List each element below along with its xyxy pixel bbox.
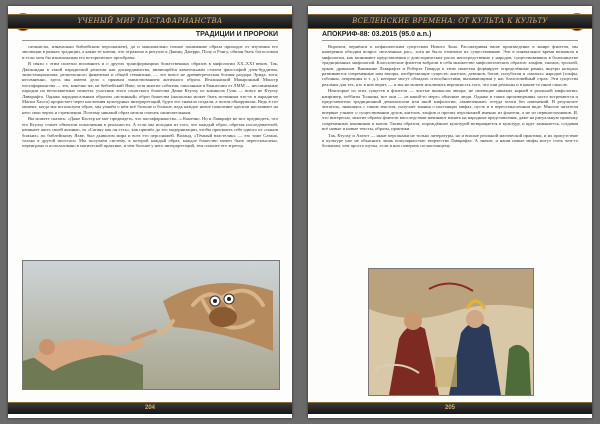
footer-band — [8, 402, 292, 414]
footer-band — [308, 402, 592, 414]
paragraph: В связи с этим полезно вспомнить и о других трансформациях божественных образов в мифологии XX–XXI веков. Так, Джокондия в такой парадигмой религии как дискордианства, являющейся язвительным стилем философий дзен-буддизма, экзистенциализма, религиозного фанатизма и общей семантики, — это вовсе не древнегреческая богиня раздора Эрида, хотя, несомненно, здесь мы имеем дело с прямым заимствованием античного образа. Итальянский Макаронный Монстр пастафарианства — это, конечно же, не библейский Яхве, хотя многие события, описанные в Евангелии от ЛММ — несомненные пародии на ветхозаветные сюжеты: участник этого сенатского божества Дюки Ктулху из комиксов Гуин — вовсе не Ктулху Лавкрафта. Однако парадоксальным образом «истинный» образ божества (насколько может быть истинным что-то в парадигме Магии Хаоса) прорастает через наслоения культурных интерпретаций, будто его сначала создали, а потом обнаружили. Ведь в тот момент, когда мы используем образ, мы узнаём о нём всё больше и больше, ведь каждое новое поколение адептов наслаивает на него свои черты и стремления. Поэтому никакой образ нельзя считать окончательным. — [22, 61, 278, 115]
creation-of-adam-parody-illustration — [22, 260, 280, 390]
paragraph: Некоторые из этих существ в фэнтези — чистые вымыслы автора, не имеющие никаких корней в реальной мифологии; например, хоббиты Толкина, все они — «в какой-то мере» обычные люди. Однако в таких произведениях часто встречаются и представители традиционной демонологии или иной мифологии, «вывезенные» оттуда почти без изменений. В результате читатель, знакомясь с таким текстом, получает знания о настоящих мифах, пусть и в переосмысленном виде. Многие читатели впервые узнают о существовании духов, ангелов, эльфов и прочих персонажей именно из фэнтези, а не из первоисточников. И, что интересно, многие образы фэнтези впоследствии начинают влиять на народные представления, даже на ритуальную практику современных язычников и магов. Таким образом, порождённое культурой возвращается в культуру, и круг замыкается, создавая всё новые и новые тексты, образы, практики. — [322, 88, 578, 132]
page-number: 205 — [444, 405, 455, 411]
left-page — [8, 6, 292, 418]
fantasy-painting-illustration — [368, 268, 534, 396]
running-header-title: ВСЕЛЕНСКИЕ ВРЕМЕНА: ОТ КУЛЬТА К КУЛЬТУ — [352, 17, 548, 25]
paragraph: Впрочем, вернёмся к нефилическим существам Нового Зона. Рассматривая ваше произведение в жанре фэнтези, мы намеренно обходим вопрос «вселенных рас», хотя не было отмечено их существование. Эти в изначальное время возникли в мифологии, как возникают представления о доисторических расах непосредственно у народов, существовавших в большинстве традиционных мифологий. Классические фэнтези вобрали в себя множество мифологических образов: эльфов, гномов, троллей, орков, драконов. Внимание Лавкрафта и Роберта Говарда к этим сюжетам формирует определённые рамки, внутри которых развиваются современные нам авторы, изобретающие существ: ангелов, демонов, богов, полубогов и «малых» народов (эльфы, гоблины, лепреконы и т. д.), которые могут обладать способностями, вызывающими у нас благоговейный страх. Эти существа реальны для тех, кто в них верит, — и мы не можем исключить вероятность того, что они реальны и в каком-то ином смысле. — [322, 44, 578, 87]
paragraph: Так, Ктулху и Азатот — ныне персонажи не только литературы, но и вполне реальной магической практики, и их присутствие в культуре уже не объяснить лишь популярностью творчества Лавкрафта. А значит, и наши новые мифы могут стать чем-то большим, чем просто шутка, если в них поверить по-настоящему. — [322, 132, 578, 149]
illustration-art — [23, 261, 279, 389]
illustration-art — [369, 269, 533, 395]
header-band — [8, 14, 292, 29]
section-title: ТРАДИЦИИ И ПРОРОКИ — [22, 30, 278, 41]
body-text — [322, 44, 578, 262]
running-header-title: ҮЧЕНЫЙ МИР ПАСТАФАРИАНСТВА — [77, 17, 223, 25]
body-text — [22, 44, 278, 256]
header-band — [308, 14, 592, 29]
right-page — [308, 6, 592, 418]
paragraph: Вы можете сказать: «Даже Кастер не мог предвидеть, что пастафарианство...» Конечно. Но и Лавкрафт не мог предвидеть, что его Ктулху станет объектом поклонения в реальности. А если мы исходим из того, что каждый образ, обретая последователей, начинает жить своей жизнью, то «Сатану как он есть», как пришёл до его модернизации, чтобы присвоить себе одного из «сынов божьих» по библейскому Яхве, был дьяволом мира и всех его персонажей. Воланд, «Тёмный властелин» — это тоже Сатана, только в другой ипостаси. Мы получаем систему, в которой каждый образ, каждое божество может быть переосмыслено, переиграно и использовано в магической практике, и чем больше у него интерпретаций, тем сильнее его эгрегор. — [22, 116, 278, 149]
section-title: АПОКРИФ-88: 03.2015 (95.0 a.n.) — [322, 30, 578, 41]
page-number: 204 — [144, 405, 155, 411]
paragraph: сатанисты, изначально библейским персонажем), да и максимально точное понимание образа приходит от изучения его эволюции в рамках традиции, а какие ее ключи, что отражено в ритуале к Джину, Джерри, Полу и Рэнгу, обязан быть богословом и если хотя бы изначальным его историческое прообразы. — [22, 44, 278, 60]
